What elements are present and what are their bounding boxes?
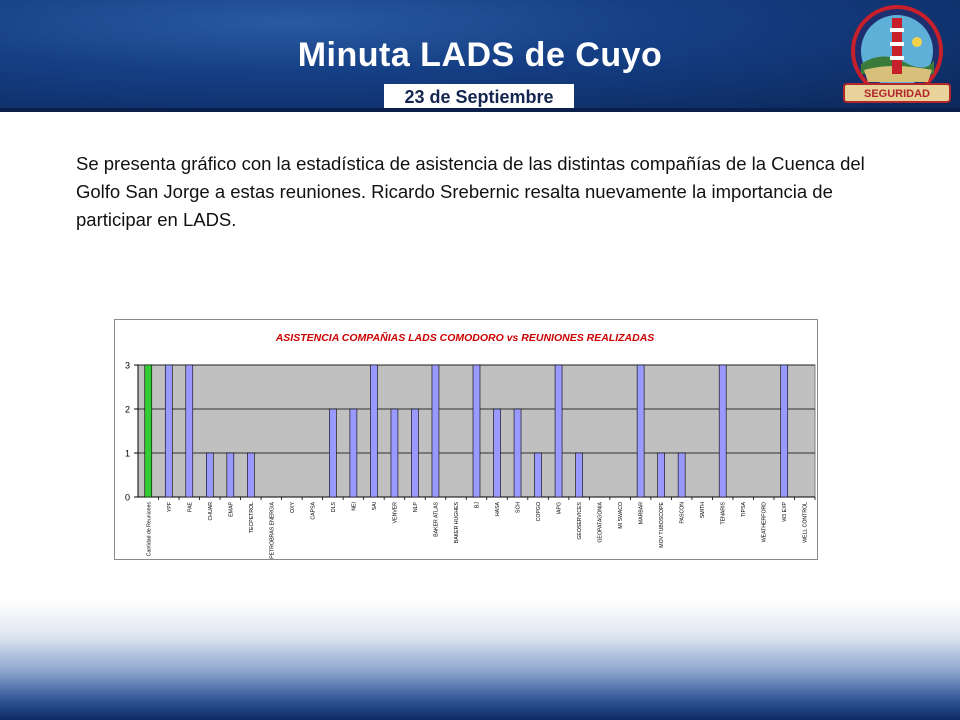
bar <box>165 365 172 497</box>
x-tick-label: Cantidad de Reuniones <box>146 502 153 557</box>
x-tick-label: W3 EXP <box>782 502 789 522</box>
bar <box>247 453 254 497</box>
x-tick-label: HASA <box>495 502 502 517</box>
bar <box>637 365 644 497</box>
bar <box>514 409 521 497</box>
bar <box>186 365 193 497</box>
header-divider <box>0 108 960 112</box>
x-tick-label: TIPSA <box>741 502 748 517</box>
x-tick-label: IAPG <box>556 502 563 515</box>
x-tick-label: OXY <box>289 502 296 513</box>
y-tick-label: 1 <box>124 448 130 459</box>
x-tick-label: MI SWACO <box>618 502 625 529</box>
chart-title: ASISTENCIA COMPAÑIAS LADS COMODORO vs REUNIONES REALIZADAS <box>275 332 655 344</box>
bar <box>206 453 213 497</box>
x-tick-label: TENARIS <box>720 502 727 525</box>
body-paragraph: Se presenta gráfico con la estadística de asistencia de las distintas compañías de la Cuenca del Golfo San Jorge a estas reuniones. Ricardo Srebernic resalta nuevamente la importancia de participar en LADS. <box>76 153 865 230</box>
x-tick-label: DLS <box>330 502 337 513</box>
bar <box>494 409 501 497</box>
bar <box>719 365 726 497</box>
y-tick-label: 2 <box>124 404 130 415</box>
x-tick-label: VENVER <box>392 502 399 524</box>
x-tick-label: COPGO <box>536 502 543 522</box>
bar <box>555 365 562 497</box>
bar <box>391 409 398 497</box>
attendance-chart <box>114 319 818 560</box>
x-tick-label: BJ <box>474 502 481 509</box>
chart-canvas <box>115 320 817 559</box>
bar <box>350 409 357 497</box>
bar <box>576 453 583 497</box>
bar <box>370 365 377 497</box>
logo-text: SEGURIDAD <box>863 88 931 100</box>
footer-band <box>0 600 960 720</box>
x-tick-label: MARBAR <box>638 502 645 525</box>
x-tick-label: GEOSERVICES <box>577 502 584 540</box>
bar <box>535 453 542 497</box>
x-tick-label: PAE <box>187 502 194 512</box>
bar <box>781 365 788 497</box>
seguridad-logo <box>842 4 952 108</box>
bar <box>432 365 439 497</box>
x-tick-label: PASCON <box>679 502 686 524</box>
bar <box>145 365 152 497</box>
x-tick-label: EMAP <box>228 502 235 517</box>
x-tick-label: BAKER ATLAS <box>433 502 440 537</box>
x-tick-label: NEI <box>351 502 358 511</box>
bar <box>473 365 480 497</box>
bar <box>227 453 234 497</box>
x-tick-label: GEOPATAGONIA <box>597 502 604 543</box>
x-tick-label: CAPSA <box>310 502 317 520</box>
x-tick-label: SCH <box>515 502 522 513</box>
x-tick-label: MOV TUBOSCOPE <box>659 502 666 548</box>
x-tick-label: YPF <box>166 502 173 513</box>
x-tick-label: TECPETROL <box>248 502 255 534</box>
slide-title: Minuta LADS de Cuyo <box>297 36 663 74</box>
x-tick-label: WELL CONTROL <box>802 502 809 543</box>
x-tick-label: WEATHERFORD <box>761 502 768 543</box>
bar <box>329 409 336 497</box>
x-tick-label: SMITH <box>700 502 707 519</box>
x-tick-label: BAKER HUGHES <box>453 502 460 544</box>
x-tick-label: PETROBRAS ENERGIA <box>269 502 276 559</box>
bar <box>411 409 418 497</box>
y-tick-label: 3 <box>124 360 130 371</box>
x-tick-label: CHUAR <box>207 502 214 521</box>
bar <box>658 453 665 497</box>
slide-subtitle: 23 de Septiembre <box>384 84 574 108</box>
bar <box>678 453 685 497</box>
y-tick-label: 0 <box>124 492 130 503</box>
x-tick-label: NLP <box>412 502 419 513</box>
x-tick-label: SAI <box>371 502 378 511</box>
